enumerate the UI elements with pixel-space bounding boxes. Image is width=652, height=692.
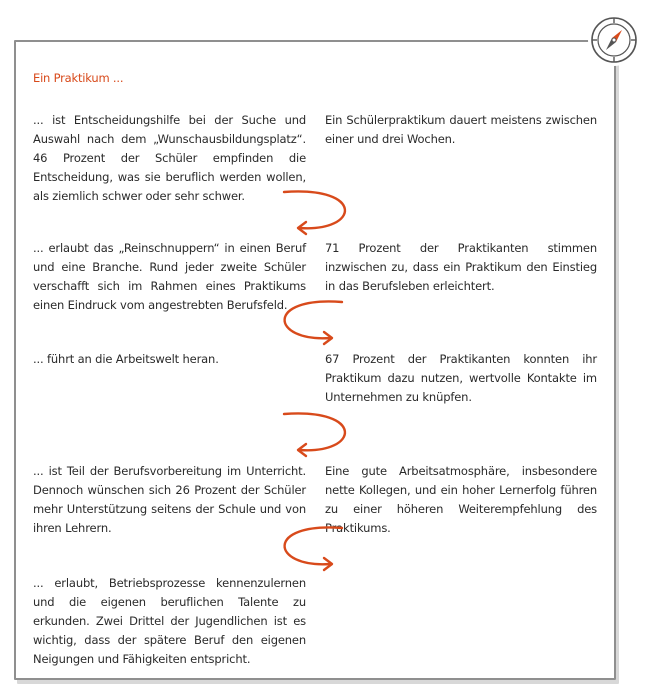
right-paragraph-4: Eine gute Arbeitsatmosphäre, insbesondere nette Kollegen, und ein hoher Lernerfolg führen zu einer höheren Weiterempfehlung des Praktikums. (325, 464, 597, 535)
curved-arrow-icon (270, 410, 360, 460)
left-paragraph-2: ... erlaubt das „Reinschnuppern“ in einen Beruf und eine Branche. Rund jeder zweite Schüler verschafft sich im Rahmen eines Praktikums einen Eindruck vom angestrebten Berufsfeld. (33, 241, 306, 312)
left-paragraph-1: ... ist Entscheidungshilfe bei der Suche und Auswahl nach dem „Wunschausbildungsplatz“. 46 Prozent der Schüler empfinden die Entscheidung, was sie beruflich werden wollen, als ziemlich schwer oder sehr schwer. (33, 113, 306, 203)
curved-arrow-icon (270, 298, 360, 348)
left-paragraph-5: ... erlaubt, Betriebsprozesse kennenzulernen und die eigenen beruflichen Talente zu erkunden. Zwei Drittel der Jugendlichen ist es wichtig, dass der spätere Beruf den eigenen Neigungen und Fähigkeiten entspricht. (33, 576, 306, 666)
left-paragraph-3: ... führt an die Arbeitswelt heran. (33, 352, 219, 366)
curved-arrow-icon (270, 188, 360, 238)
right-paragraph-1: Ein Schülerpraktikum dauert meistens zwischen einer und drei Wochen. (325, 113, 597, 146)
right-paragraph-3: 67 Prozent der Praktikanten konnten ihr Praktikum dazu nutzen, wertvolle Kontakte im Unternehmen zu knüpfen. (325, 352, 597, 404)
curved-arrow-icon (270, 524, 360, 574)
left-paragraph-4: ... ist Teil der Berufsvorbereitung im Unterricht. Dennoch wünschen sich 26 Prozent der Schüler mehr Unterstützung seitens der Schule und von ihren Lehrern. (33, 464, 306, 535)
section-heading: Ein Praktikum ... (33, 71, 124, 85)
compass-icon (588, 14, 640, 66)
right-paragraph-2: 71 Prozent der Praktikanten stimmen inzwischen zu, dass ein Praktikum den Einstieg in das Berufsleben erleichtert. (325, 241, 597, 293)
